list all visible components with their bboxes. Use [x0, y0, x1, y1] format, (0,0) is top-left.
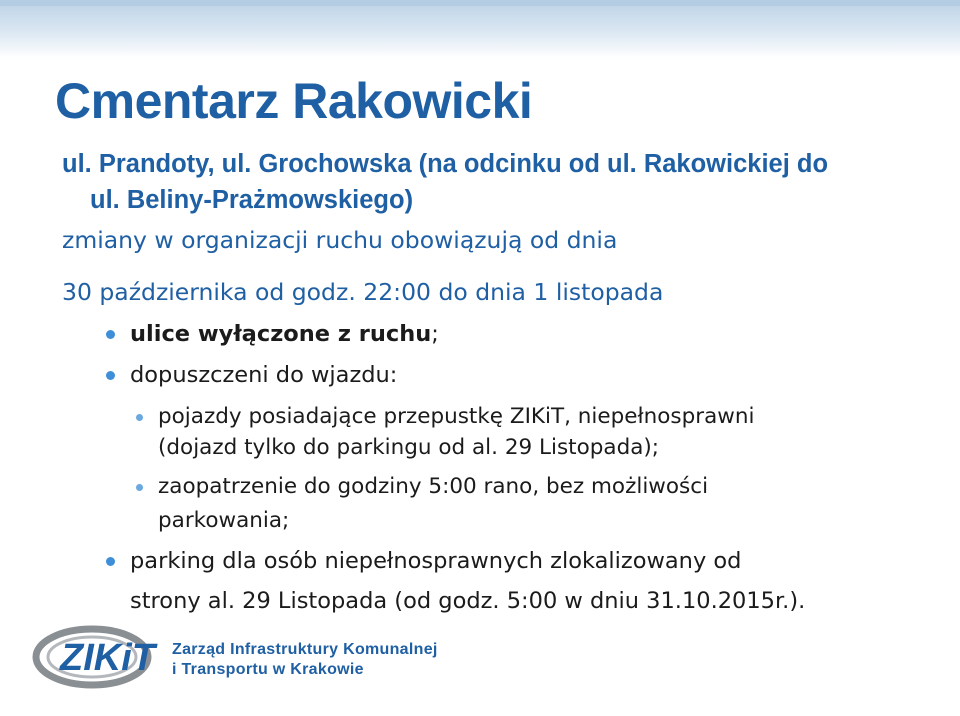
- page-title: Cmentarz Rakowicki: [55, 73, 533, 129]
- closed-streets-suffix: ;: [431, 321, 439, 347]
- logo-name-line-2: i Transportu w Krakowie: [172, 661, 364, 678]
- sub-bullet-supply-line-2: parkowania;: [158, 508, 290, 533]
- subtitle-line-2: ul. Beliny-Prażmowskiego): [90, 186, 414, 214]
- bullet-dot-icon: [106, 371, 115, 380]
- sub-bullet-supply-line-1: zaopatrzenie do godziny 5:00 rano, bez możliwości: [158, 474, 709, 499]
- logo-name-line-1: Zarząd Infrastruktury Komunalnej: [172, 641, 438, 658]
- closed-streets-label: ulice wyłączone z ruchu: [130, 321, 432, 347]
- sub-bullet-dot-icon: [136, 414, 143, 421]
- header-band: [0, 0, 960, 58]
- sub-bullet-permit-line-1: pojazdy posiadające przepustkę ZIKiT, niepełnosprawni: [158, 404, 755, 429]
- bullet-parking-line-2: strony al. 29 Listopada (od godz. 5:00 w dniu 31.10.2015r.).: [130, 588, 806, 614]
- bullet-parking-line-1: parking dla osób niepełnosprawnych zlokalizowany od: [130, 548, 742, 574]
- street-subtitle: [62, 146, 892, 218]
- intro-line-2: 30 października od godz. 22:00 do dnia 1 listopada: [62, 278, 664, 306]
- sub-bullet-dot-icon: [136, 484, 143, 491]
- sub-bullet-permit-line-2: (dojazd tylko do parkingu od al. 29 Listopada);: [158, 435, 660, 460]
- bullet-closed-streets: [130, 321, 439, 347]
- bullet-dot-icon: [106, 330, 115, 339]
- intro-line-1: zmiany w organizacji ruchu obowiązują od dnia: [62, 226, 618, 254]
- bullet-allowed: dopuszczeni do wjazdu:: [130, 362, 398, 388]
- header-accent-line: [0, 0, 960, 6]
- logo-mark: ZIKiT: [60, 637, 155, 679]
- subtitle-line-1: ul. Prandoty, ul. Grochowska (na odcinku od ul. Rakowickiej do: [62, 150, 829, 178]
- bullet-dot-icon: [106, 557, 115, 566]
